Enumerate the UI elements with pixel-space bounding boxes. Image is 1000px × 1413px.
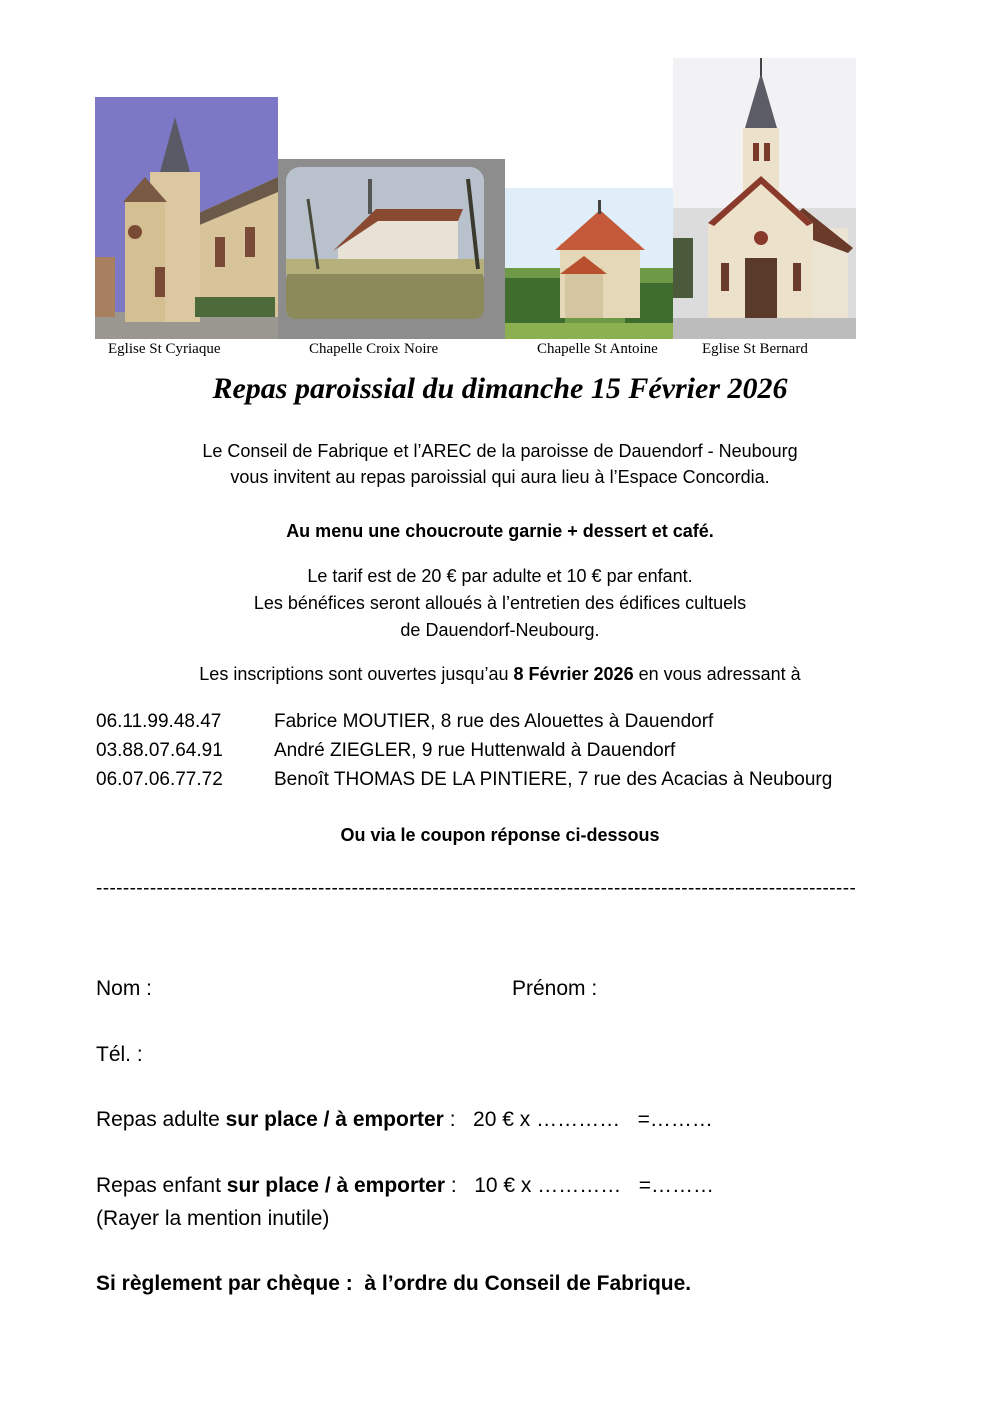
contact-phone: 06.07.06.77.72 — [96, 769, 223, 790]
repas-adulte-prefix: Repas adulte — [96, 1108, 226, 1131]
inscriptions-after: en vous adressant à — [633, 664, 801, 684]
cut-line: ----------------------------------------------------------------------------------------------------------------- — [96, 878, 857, 899]
cheque-text: Si règlement par chèque : à l’ordre du Conseil de Fabrique. — [96, 1272, 692, 1295]
intro-line-2: vous invitent au repas paroissial qui aura lieu à l’Espace Concordia. — [230, 467, 770, 487]
nom-label: Nom : — [96, 977, 153, 1000]
contact-row — [96, 765, 832, 794]
contact-phone: 06.11.99.48.47 — [96, 711, 222, 732]
caption-chapelle-st-antoine: Chapelle St Antoine — [537, 341, 658, 357]
coupon-intro: Ou via le coupon réponse ci-dessous — [340, 825, 660, 845]
caption-eglise-st-cyriaque: Eglise St Cyriaque — [108, 341, 221, 357]
repas-adulte-line — [96, 1108, 713, 1132]
contact-details: Fabrice MOUTIER, 8 rue des Alouettes à Dauendorf — [274, 711, 714, 732]
repas-enfant-prefix: Repas enfant — [96, 1174, 227, 1197]
contact-details: Benoît THOMAS DE LA PINTIERE, 7 rue des Acacias à Neubourg — [274, 769, 833, 790]
tel-label: Tél. : — [96, 1043, 143, 1066]
inscriptions-before: Les inscriptions sont ouvertes jusqu’au — [199, 664, 514, 684]
contact-row — [96, 707, 832, 736]
inscriptions-text — [0, 661, 1000, 687]
prenom-label: Prénom : — [512, 977, 598, 1000]
repas-adulte-option: sur place / à emporter — [225, 1108, 444, 1131]
contact-phone: 03.88.07.64.91 — [96, 740, 223, 761]
contact-details: André ZIEGLER, 9 rue Huttenwald à Dauendorf — [274, 740, 676, 761]
repas-enfant-line — [96, 1174, 714, 1198]
repas-adulte-suffix: : 20 € x ………… =……… — [443, 1108, 713, 1131]
caption-eglise-st-bernard: Eglise St Bernard — [702, 341, 808, 357]
caption-chapelle-croix-noire: Chapelle Croix Noire — [309, 341, 439, 357]
photo-chapelle-croix-noire — [278, 159, 505, 339]
tarif-line-2: Les bénéfices seront alloués à l’entretien des édifices cultuels — [253, 593, 747, 613]
contact-row — [96, 736, 832, 765]
tarif-line-3: de Dauendorf-Neubourg. — [400, 620, 600, 640]
photo-chapelle-st-antoine — [505, 188, 673, 339]
tarif-line-1: Le tarif est de 20 € par adulte et 10 € par enfant. — [307, 566, 693, 586]
inscriptions-date: 8 Février 2026 — [513, 664, 634, 684]
rayer-note: (Rayer la mention inutile) — [96, 1207, 330, 1230]
contact-list — [96, 707, 832, 794]
photo-eglise-st-cyriaque — [95, 97, 278, 339]
page-title: Repas paroissial du dimanche 15 Février 2026 — [212, 372, 788, 405]
menu-text: Au menu une choucroute garnie + dessert et café. — [286, 521, 714, 541]
intro-line-1: Le Conseil de Fabrique et l’AREC de la paroisse de Dauendorf - Neubourg — [202, 441, 798, 461]
repas-enfant-suffix: : 10 € x ………… =……… — [445, 1174, 715, 1197]
photo-eglise-st-bernard — [673, 58, 856, 339]
repas-enfant-option: sur place / à emporter — [226, 1174, 446, 1197]
